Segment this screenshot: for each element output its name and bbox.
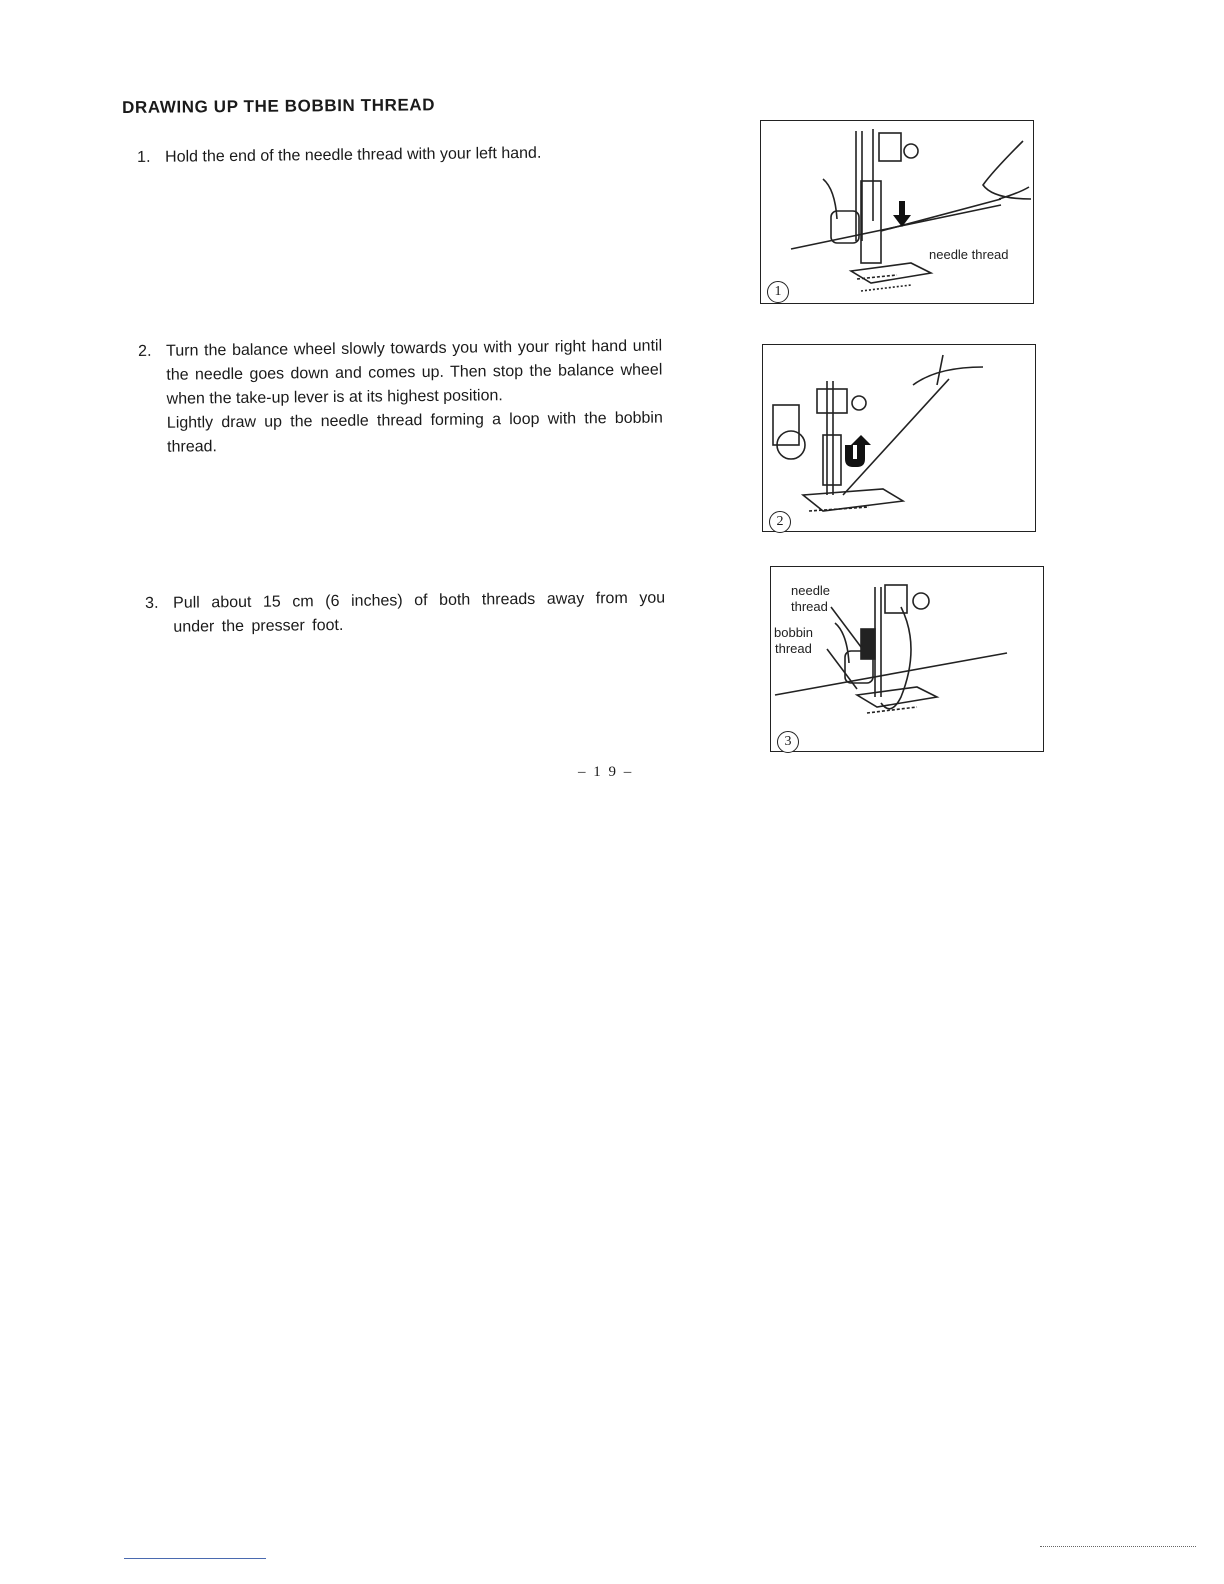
figure-number: 3: [777, 731, 799, 753]
step-number: 3.: [145, 594, 159, 612]
footer-rule-left: [124, 1558, 266, 1559]
bobbin-label: bobbin: [774, 625, 814, 640]
step-3: [145, 587, 665, 640]
step-number: 1.: [137, 148, 151, 166]
step-text: Hold the end of the needle thread with your left hand.: [165, 144, 542, 166]
figure-2-draw-loop: [762, 344, 1036, 532]
step-1: [137, 140, 737, 170]
section-title: DRAWING UP THE BOBBIN THREAD: [122, 95, 436, 117]
needle-thread-label: thread: [791, 599, 828, 614]
footer-rule-right: [1040, 1546, 1196, 1547]
sewing-foot-illustration-2: [763, 345, 1035, 531]
figure-number: 2: [769, 511, 791, 533]
page-number: – 1 9 –: [578, 764, 634, 780]
step-number: 2.: [138, 342, 152, 360]
figure-3-pull-threads: [770, 566, 1044, 752]
bobbin-thread-label: thread: [775, 641, 812, 656]
needle-thread-label: needle thread: [929, 247, 1009, 262]
sewing-foot-illustration-1: [761, 121, 1033, 303]
up-arrow-icon: [845, 435, 871, 467]
step-text: Pull about 15 cm (6 inches) of both threads away from you under the presser foot.: [173, 589, 666, 636]
step-text: Lightly draw up the needle thread forming a loop with the bobbin thread.: [166, 409, 663, 456]
figure-number: 1: [767, 281, 789, 303]
needle-label: needle: [791, 583, 831, 598]
step-2: [138, 335, 663, 460]
step-text: Turn the balance wheel slowly towards you with your right hand until the needle goes down and comes up. Then stop the balance wheel when the take-up lever is at its highest position.: [166, 337, 663, 408]
figure-1-needle-thread: [760, 120, 1034, 304]
